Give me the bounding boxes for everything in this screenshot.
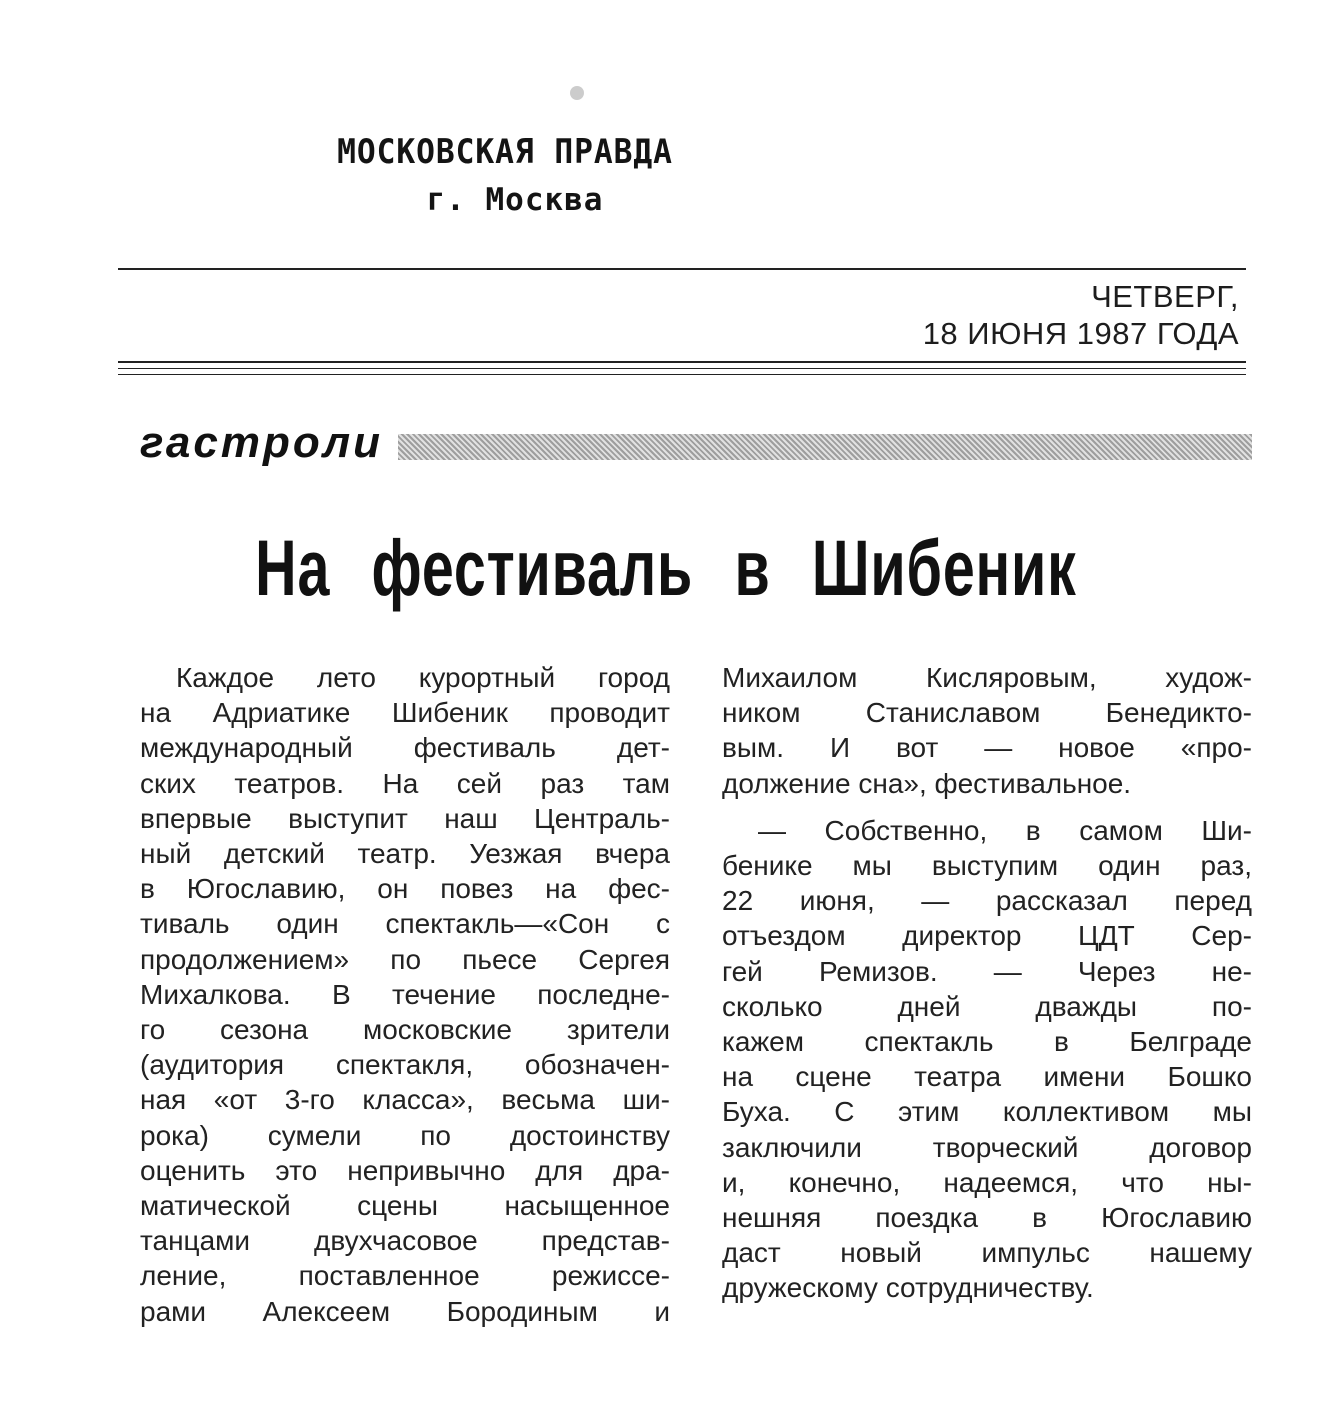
paragraph [722,813,1252,1306]
text-line: Михалкова. В течение последне- [140,978,670,1010]
rubric-row [140,418,1252,478]
text-line: в Югославию, он повез на фес- [140,873,670,905]
right-column [722,660,1252,1306]
text-line: нешняя поездка в Югославию [722,1202,1252,1234]
ink-speck [570,86,584,100]
text-line: должение сна», фестивальное. [722,767,1132,799]
paragraph [140,660,670,1329]
text-line: ление, поставленное режиссе- [140,1260,670,1292]
text-line: вым. И вот — новое «про- [722,732,1252,764]
text-line: матической сцены насыщенное [140,1190,670,1222]
text-line: тиваль один спектакль—«Сон с [140,908,670,940]
text-line: ником Станиславом Бенедикто- [722,697,1252,729]
rubric-hatch-bar [398,434,1252,460]
text-line: бенике мы выступим один раз, [722,850,1252,882]
dateline-date: 18 ИЮНЯ 1987 ГОДА [922,316,1239,351]
text-line: 22 июня, — рассказал перед [722,885,1252,917]
text-line: ный детский театр. Уезжая вчера [140,838,670,870]
text-line: го сезона московские зрители [140,1014,670,1046]
left-column [140,660,670,1329]
dateline-weekday: ЧЕТВЕРГ, [1091,279,1239,314]
text-line: рами Алексеем Бородиным и [140,1295,670,1327]
text-line: отъездом директор ЦДТ Сер- [722,920,1252,952]
text-line: продолжением» по пьесе Сергея [140,943,670,975]
article-headline [0,524,1331,612]
text-line: дружескому сотрудничеству. [722,1272,1094,1304]
paragraph [722,660,1252,801]
newspaper-name: МОСКОВСКАЯ ПРАВДА [337,132,673,172]
text-line: сколько дней дважды по- [722,990,1252,1022]
text-line: на сцене театра имени Бошко [722,1061,1252,1093]
text-line: ских театров. На сей раз там [140,767,670,799]
text-line: и, конечно, надеемся, что ны- [722,1166,1252,1198]
text-line: заключили творческий договор [722,1131,1252,1163]
newspaper-stamp [300,132,710,218]
text-line: рока) сумели по достоинству [140,1119,670,1151]
text-line: оценить это непривычно для дра- [140,1154,670,1186]
text-line: — Собственно, в самом Ши- [758,814,1252,846]
newspaper-city: г. Москва [426,182,604,218]
text-line: Каждое лето курортный город [176,662,670,693]
text-line: гей Ремизов. — Через не- [722,955,1252,987]
text-line: кажем спектакль в Белграде [722,1026,1252,1058]
text-line: на Адриатике Шибеник проводит [140,697,670,729]
bottom-rule-thin [118,374,1246,375]
top-rule [118,268,1246,270]
dateline [923,278,1239,352]
text-line: даст новый импульс нашему [722,1237,1252,1269]
bottom-rule-thin [118,368,1246,369]
text-line: впервые выступит наш Централь- [140,802,670,834]
text-line: международный фестиваль дет- [140,732,670,764]
rubric-label: гастроли [140,418,383,467]
text-line: ная «от 3-го класса», весьма ши- [140,1084,670,1116]
bottom-rule [118,361,1246,363]
text-line: танцами двухчасовое представ- [140,1225,670,1257]
text-line: (аудитория спектакля, обозначен- [140,1049,670,1081]
text-line: Михаилом Кисляровым, худож- [722,662,1252,693]
text-line: Буха. С этим коллективом мы [722,1096,1252,1128]
headline-text: На фестиваль в Шибеник [254,524,1077,612]
